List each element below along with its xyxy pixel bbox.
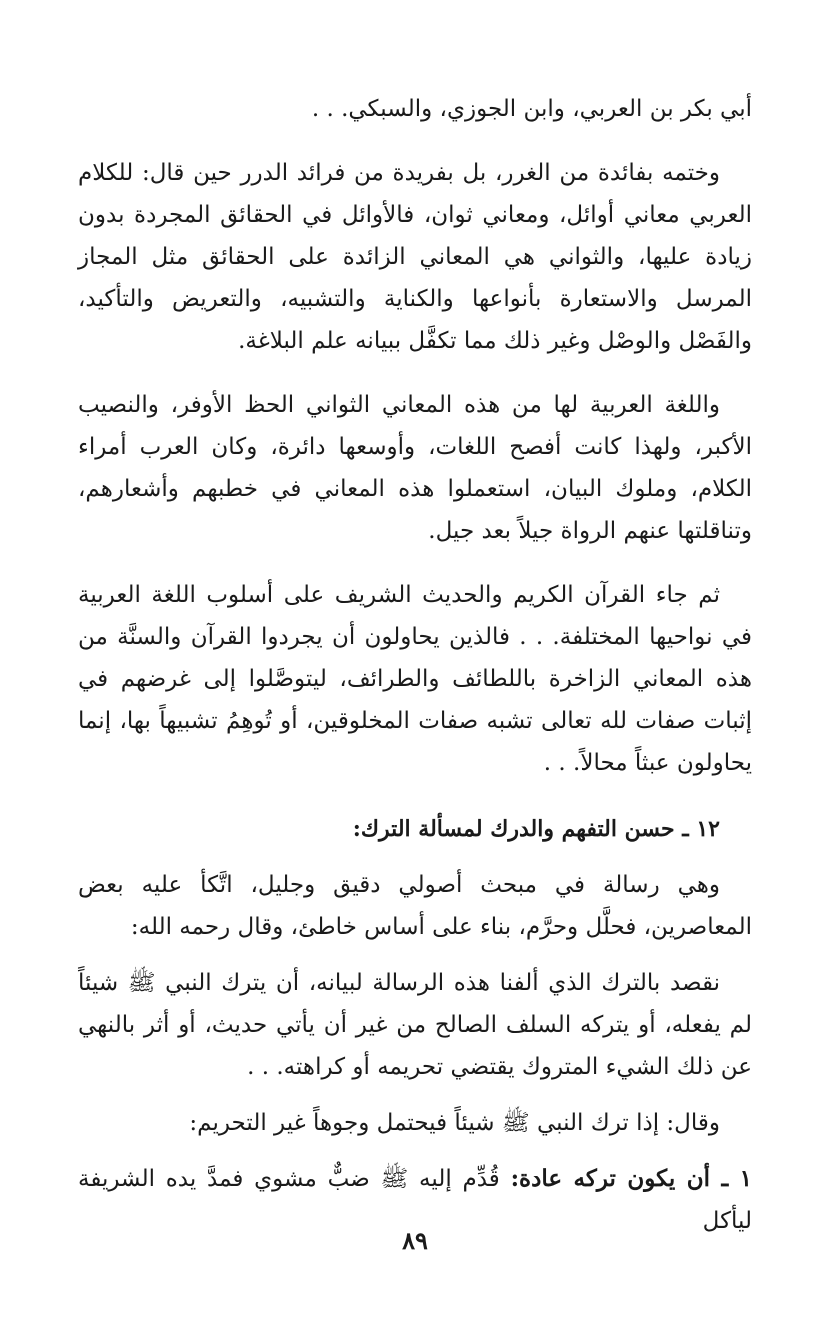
document-page xyxy=(78,88,752,1242)
paragraph-1: أبي بكر بن العربي، وابن الجوزي، والسبكي. . . xyxy=(311,96,752,122)
paragraph-6: نقصد بالترك الذي ألفنا هذه الرسالة لبيانه، أن يترك النبي ﷺ شيئاً لم يفعله، أو يتركه السلف الصالح من غير أن يأتي حديث، أو أثر بالنهي عن ذلك الشيء المتروك يقتضي تحريمه أو كراهته. . . xyxy=(78,970,752,1080)
paragraph-4: ثم جاء القرآن الكريم والحديث الشريف على أسلوب اللغة العربية في نواحيها المختلفة. . . فالذين يحاولون أن يجردوا القرآن والسنَّة من هذه المعاني الزاخرة باللطائف والطرائف، ليتوصَّلوا إلى غرضهم في إثبات صفات لله تعالى تشبه صفات المخلوقين، أو تُوهِمُ تشبيهاً بها، إنما يحاولون عبثاً محالاً. . . xyxy=(78,582,752,776)
section-heading: ١٢ ـ حسن التفهم والدرك لمسألة الترك: xyxy=(352,816,720,842)
paragraph-2: وختمه بفائدة من الغرر، بل بفريدة من فرائد الدرر حين قال: للكلام العربي معاني أوائل، ومعاني ثوان، فالأوائل في الحقائق المجردة بدون زيادة عليها، والثواني هي المعاني الزائدة على الحقائق مثل المجاز المرسل والاستعارة بأنواعها والكناية والتشبيه، والتعريض والتأكيد، والفَصْل والوصْل وغير ذلك مما تكفَّل ببيانه علم البلاغة. xyxy=(78,160,752,354)
paragraph-7: وقال: إذا ترك النبي ﷺ شيئاً فيحتمل وجوهاً غير التحريم: xyxy=(189,1110,720,1136)
paragraph-3: واللغة العربية لها من هذه المعاني الثواني الحظ الأوفر، والنصيب الأكبر، ولهذا كانت أفصح اللغات، وأوسعها دائرة، وكان العرب أمراء الكلام، وملوك البيان، استعملوا هذه المعاني في خطبهم وأشعارهم، وتناقلتها عنهم الرواة جيلاً بعد جيل. xyxy=(78,392,752,544)
paragraph-8-rest: قُدِّم إليه ﷺ ضبٌّ مشوي فمدَّ يده الشريفة ليأكل xyxy=(78,1166,752,1234)
page-number: ٨٩ xyxy=(402,1226,428,1255)
paragraph-8-lead: ١ ـ أن يكون تركه عادة: xyxy=(510,1165,752,1192)
paragraph-5: وهي رسالة في مبحث أصولي دقيق وجليل، اتَّكأ عليه بعض المعاصرين، فحلَّل وحرَّم، بناء على أساس خاطئ، وقال رحمه الله: xyxy=(78,872,752,940)
